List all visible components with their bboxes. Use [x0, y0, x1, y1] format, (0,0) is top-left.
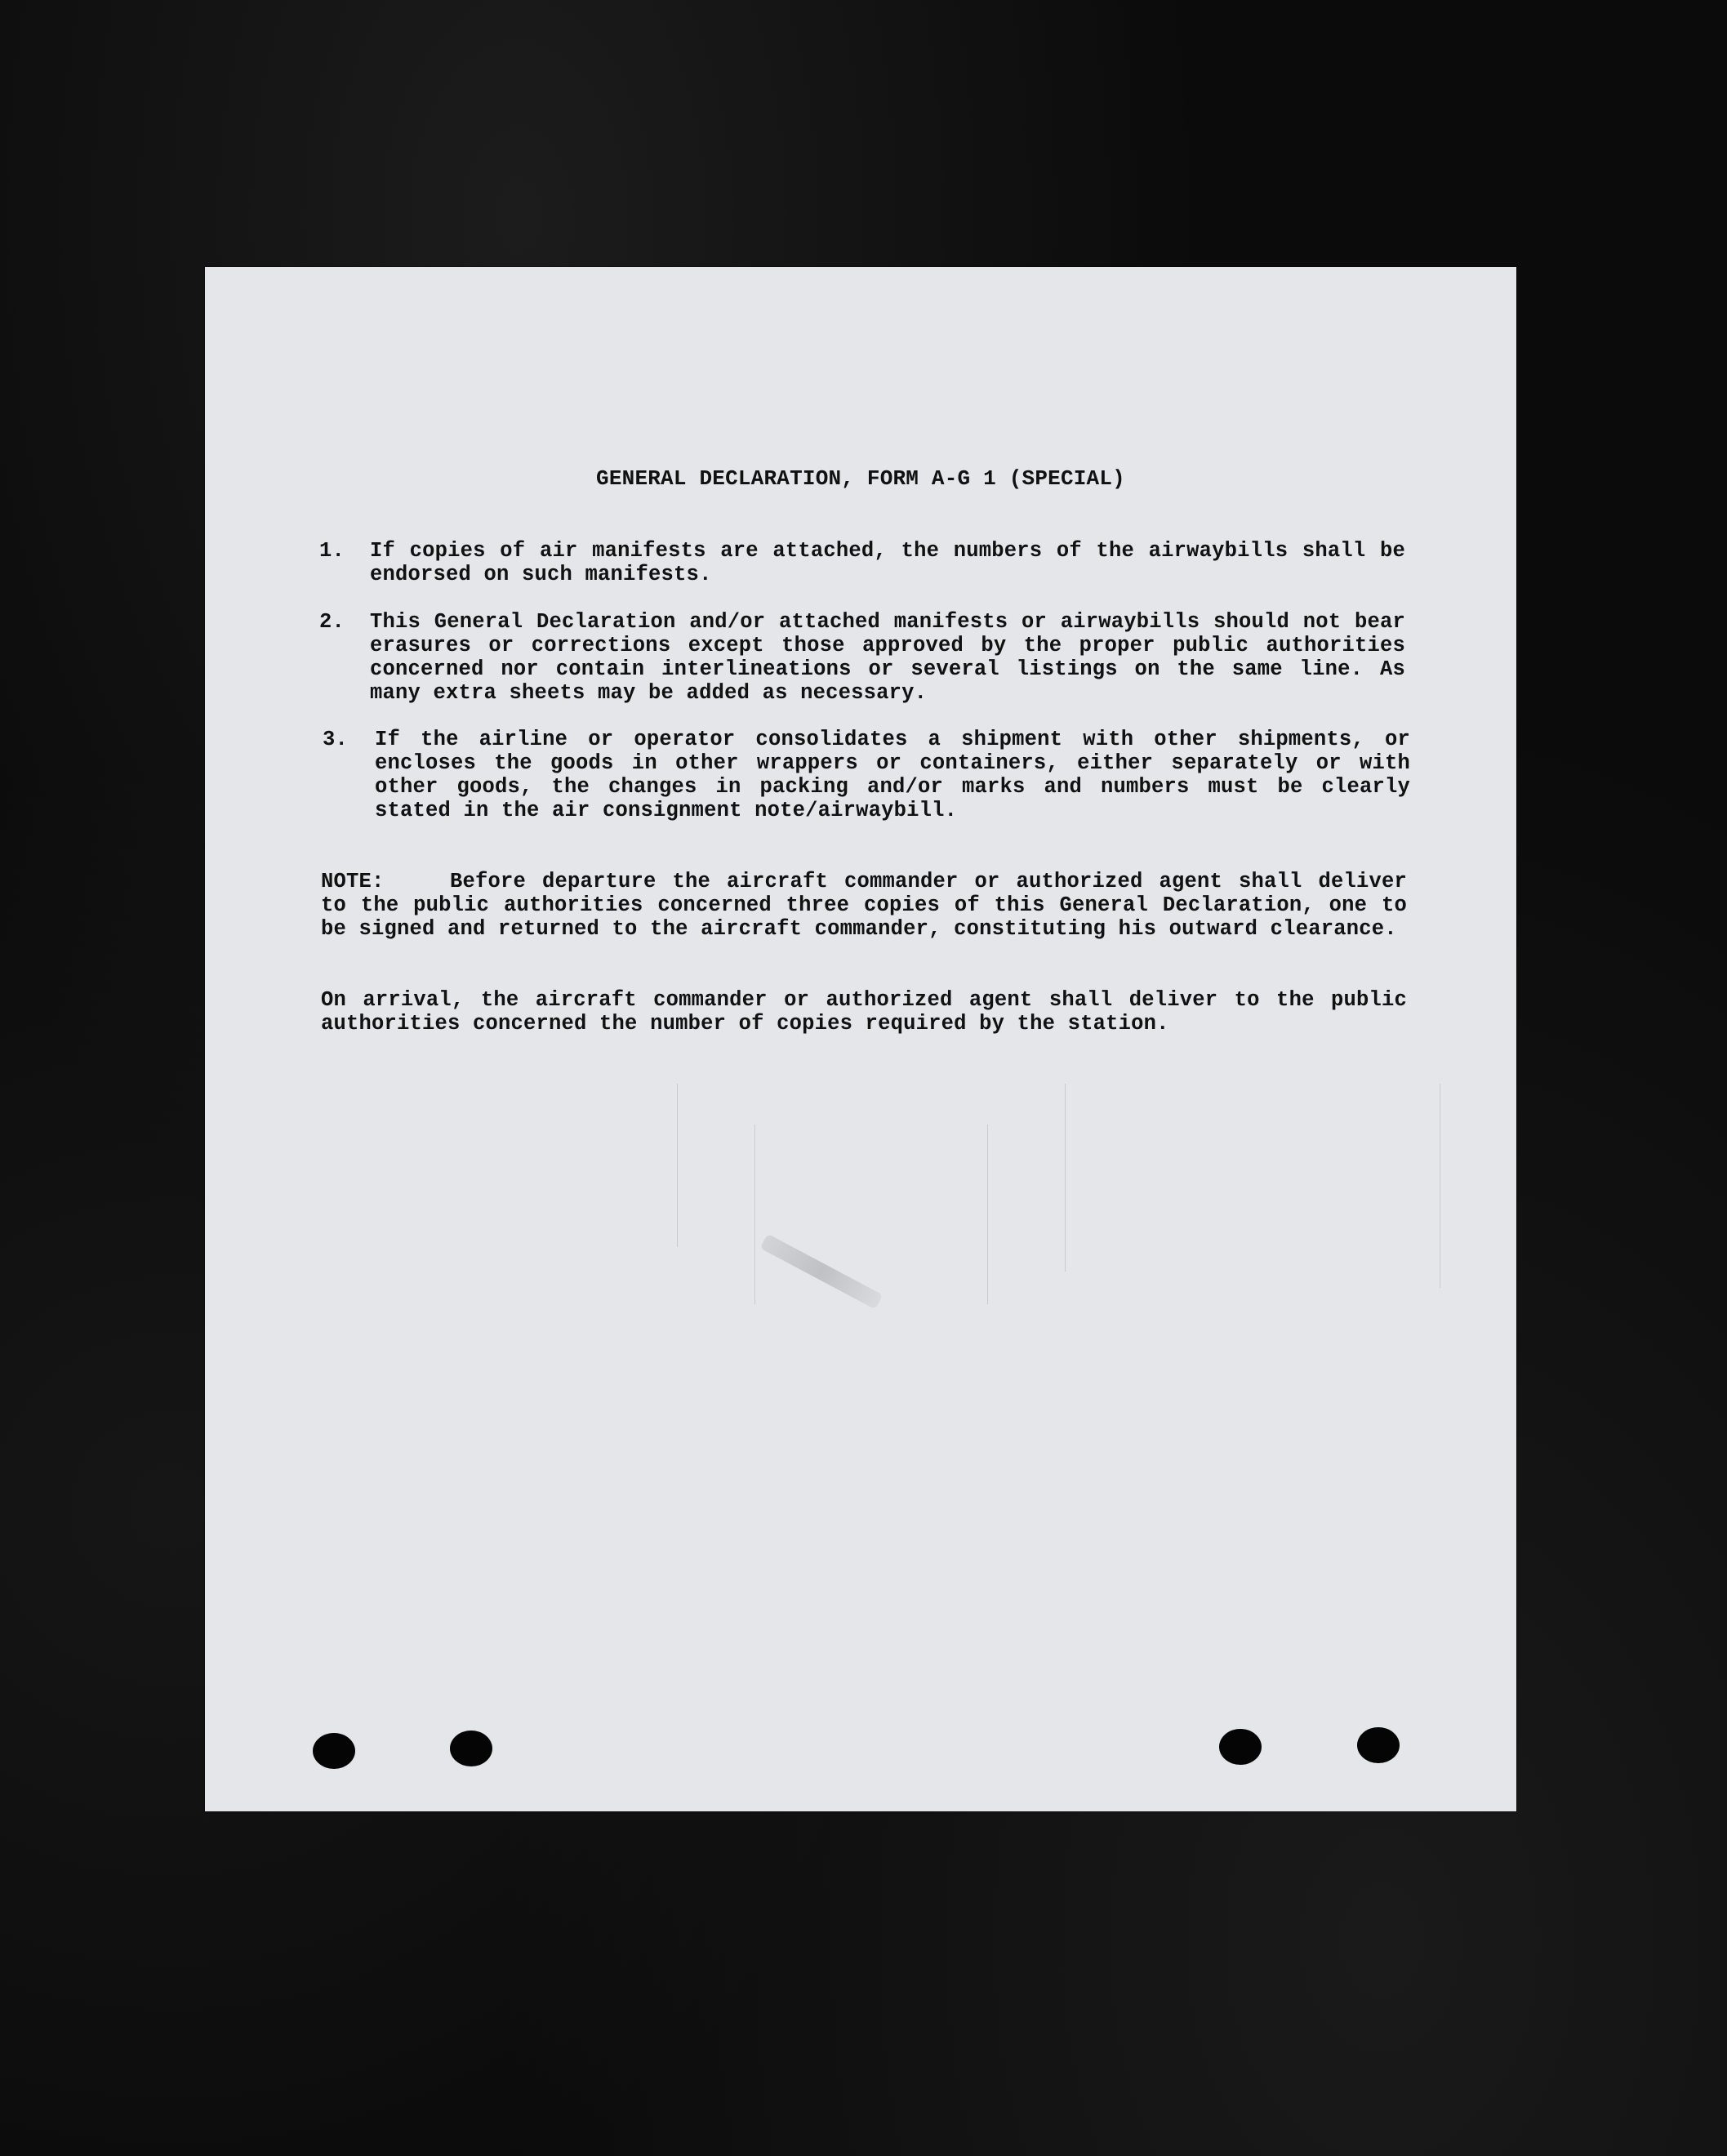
punch-hole	[1357, 1727, 1400, 1763]
note-label: NOTE:	[321, 870, 385, 893]
item-number: 3.	[323, 728, 349, 751]
arrival-paragraph: On arrival, the aircraft commander or authorized agent shall deliver to the public authorities concerned the number of copies required by the station.	[321, 988, 1407, 1036]
item-number: 2.	[319, 610, 345, 634]
item-text: If the airline or operator consolidates a shipment with other shipments, or encloses the goods in other wrappers or containers, either separately or with other goods, the changes in packing and/or marks and numbers must be clearly stated in the air consignment note/airwaybill.	[375, 728, 1410, 822]
item-text: If copies of air manifests are attached, the numbers of the airwaybills shall be endorsed on such manifests.	[370, 539, 1405, 586]
punch-hole	[1219, 1729, 1262, 1765]
document-page	[205, 267, 1516, 1811]
punch-hole	[313, 1733, 355, 1769]
bleed-through-line	[987, 1125, 988, 1304]
item-number: 1.	[319, 539, 345, 563]
note-paragraph	[321, 870, 1407, 941]
bleed-through-line	[1065, 1084, 1066, 1272]
punch-hole	[450, 1731, 492, 1766]
bleed-through-line	[677, 1084, 678, 1247]
document-title: GENERAL DECLARATION, FORM A-G 1 (SPECIAL)	[596, 466, 1125, 491]
item-text: This General Declaration and/or attached manifests or airwaybills should not bear erasures or corrections except those approved by the proper public authorities concerned nor contain interlineations or several listings on the same line. As many extra sheets may be added as necessary.	[370, 610, 1405, 705]
bleed-through-line	[754, 1125, 755, 1304]
note-text: Before departure the aircraft commander or authorized agent shall deliver to the public authorities concerned three copies of this General Declaration, one to be signed and returned to the aircraft commander, constituting his outward clearance.	[321, 870, 1407, 941]
faint-stamp-mark	[760, 1234, 884, 1310]
